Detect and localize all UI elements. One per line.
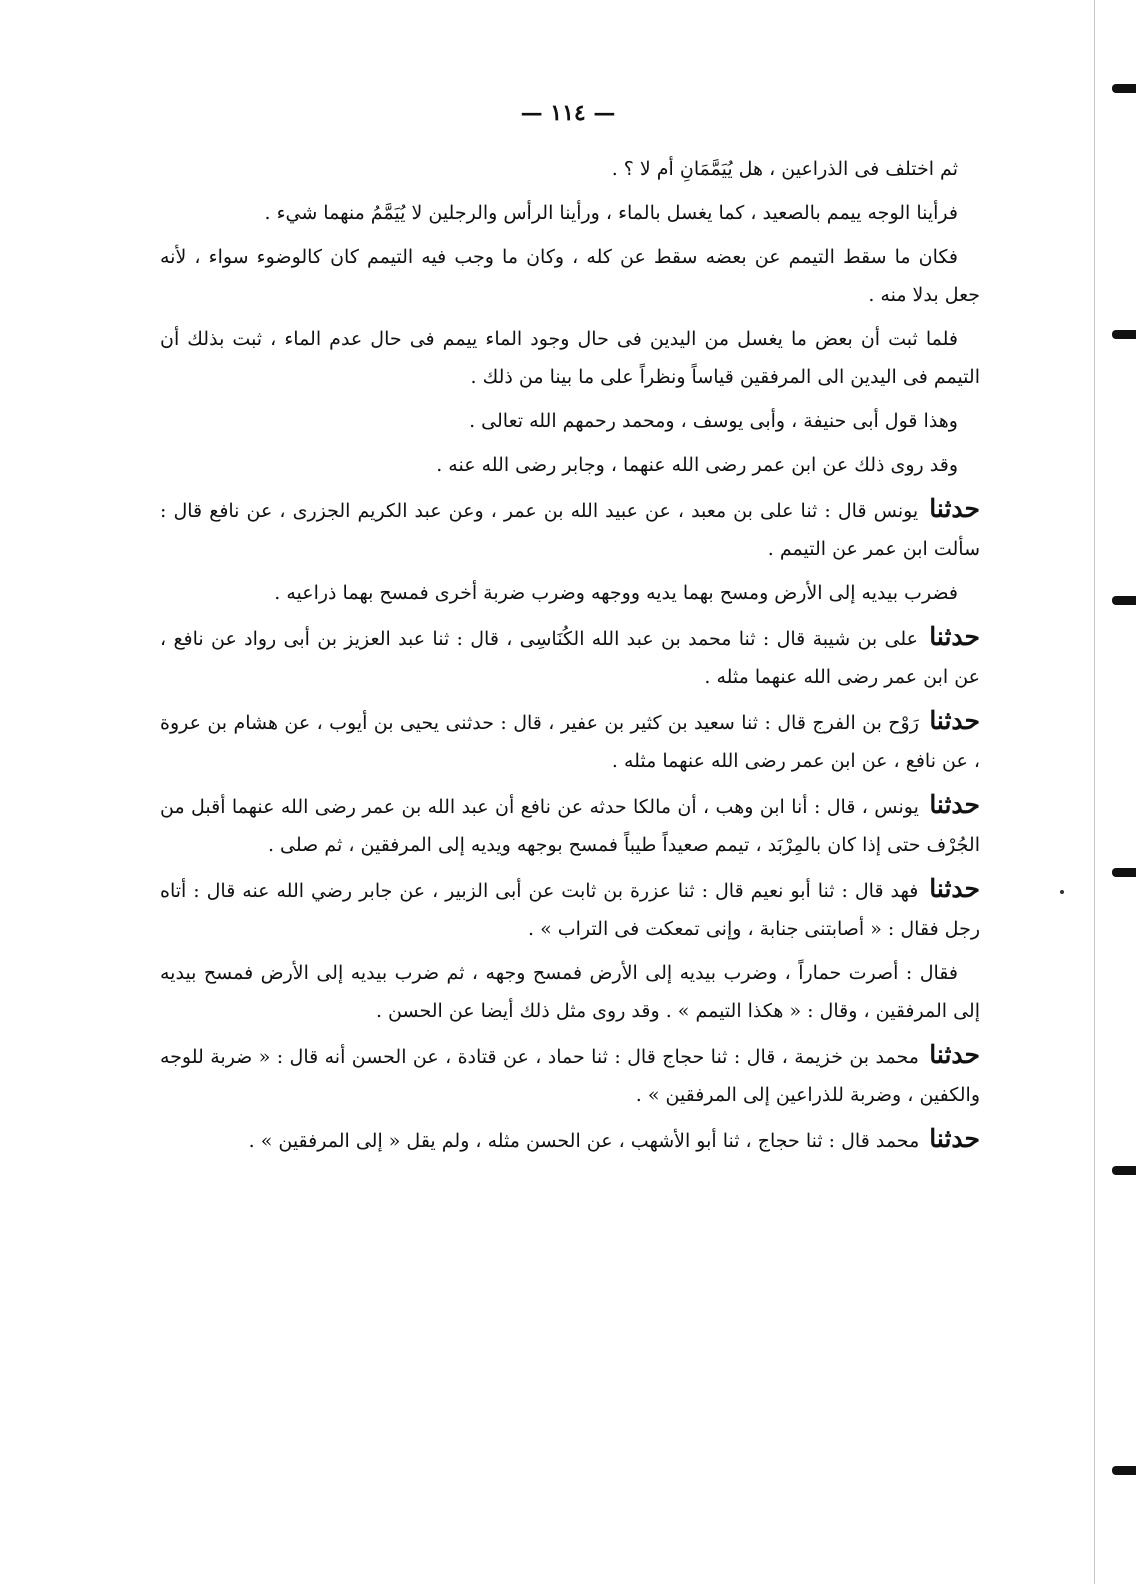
paragraph-text: رَوْح بن الفرج قال : ثنا سعيد بن كثير بن عفير ، قال : حدثنى يحيى بن أيوب ، عن هشام بن عروة ، عن نافع ، عن ابن عمر رضى الله عنهما مثله .: [160, 712, 980, 772]
paragraph-text: محمد بن خزيمة ، قال : ثنا حجاج قال : ثنا حماد ، عن قتادة ، عن الحسن أنه قال : « ضربة للوجه والكفين ، وضربة للذراعين إلى المرفقين » .: [160, 1046, 980, 1106]
binding-mark: [1112, 84, 1136, 93]
paragraph-text: وقد روى ذلك عن ابن عمر رضى الله عنهما ، وجابر رضى الله عنه .: [436, 454, 958, 476]
hadith-lead-word: حدثنا: [929, 706, 981, 735]
paragraph-text: يونس قال : ثنا على بن معبد ، عن عبيد الله بن عمر ، وعن عبد الكريم الجزرى ، عن نافع قال : سألت ابن عمر عن التيمم .: [160, 500, 980, 560]
binding-mark: [1112, 1466, 1136, 1475]
paragraph-text: وهذا قول أبى حنيفة ، وأبى يوسف ، ومحمد رحمهم الله تعالى .: [469, 410, 958, 432]
hadith-lead-word: حدثنا: [929, 494, 980, 523]
hadith-paragraph: [160, 490, 980, 568]
paragraph-text: ثم اختلف فى الذراعين ، هل يُيَمَّمَانِ أم لا ؟ .: [611, 158, 958, 180]
paragraph: [160, 954, 980, 1030]
binding-mark: [1112, 596, 1136, 605]
binding-mark: [1112, 868, 1136, 877]
paragraph: [160, 194, 980, 232]
paragraph-text: فرأينا الوجه ييمم بالصعيد ، كما يغسل بالماء ، ورأينا الرأس والرجلين لا يُيَمَّمُ منهما شيء .: [264, 202, 958, 224]
paragraph: [160, 320, 980, 396]
hadith-lead-word: حدثنا: [929, 874, 980, 903]
hadith-paragraph: [160, 1036, 980, 1114]
binding-fold-line: [1094, 0, 1095, 1584]
hadith-paragraph: [160, 618, 980, 696]
paragraph: [160, 150, 980, 188]
paragraph-text: فقال : أصرت حماراً ، وضرب بيديه إلى الأرض فمسح وجهه ، ثم ضرب بيديه إلى الأرض فمسح بيديه إلى المرفقين ، وقال : « هكذا التيمم » . وقد روى مثل ذلك أيضا عن الحسن .: [160, 962, 980, 1022]
hadith-lead-word: حدثنا: [929, 1124, 980, 1153]
margin-dot: [1060, 890, 1064, 894]
hadith-lead-word: حدثنا: [929, 622, 980, 651]
binding-mark: [1112, 330, 1136, 339]
paragraph: [160, 446, 980, 484]
body-text: [160, 150, 980, 1166]
paragraph: [160, 574, 980, 612]
paragraph-text: فهد قال : ثنا أبو نعيم قال : ثنا عزرة بن ثابت عن أبى الزبير ، عن جابر رضي الله عنه قال : أتاه رجل فقال : « أصابتنى جنابة ، وإنى تمعكت فى التراب » .: [160, 880, 980, 940]
page-number: — ١١٤ —: [520, 100, 616, 126]
hadith-paragraph: [160, 702, 980, 780]
paragraph-text: على بن شيبة قال : ثنا محمد بن عبد الله الكُنَاسِى ، قال : ثنا عبد العزيز بن أبى رواد عن نافع ، عن ابن عمر رضى الله عنهما مثله .: [160, 628, 980, 688]
paragraph-text: يونس ، قال : أنا ابن وهب ، أن مالكا حدثه عن نافع أن عبد الله بن عمر رضى الله عنهما أقبل من الجُرْف حتى إذا كان بالمِرْبَد ، تيمم صعيداً طيباً فمسح بوجهه ويديه إلى المرفقين ، ثم صلى .: [160, 796, 980, 856]
paragraph-text: فكان ما سقط التيمم عن بعضه سقط عن كله ، وكان ما وجب فيه التيمم كان كالوضوء سواء ، لأنه جعل بدلا منه .: [160, 246, 980, 306]
paragraph-text: محمد قال : ثنا حجاج ، ثنا أبو الأشهب ، عن الحسن مثله ، ولم يقل « إلى المرفقين » .: [248, 1130, 920, 1152]
hadith-lead-word: حدثنا: [929, 790, 981, 819]
binding-mark: [1112, 1166, 1136, 1175]
hadith-paragraph: [160, 870, 980, 948]
hadith-lead-word: حدثنا: [929, 1040, 980, 1069]
paragraph: [160, 238, 980, 314]
paragraph: [160, 402, 980, 440]
paragraph-text: فلما ثبت أن بعض ما يغسل من اليدين فى حال وجود الماء ييمم فى حال عدم الماء ، ثبت بذلك أن التيمم فى اليدين الى المرفقين قياساً ونظراً على ما بينا من ذلك .: [160, 328, 980, 388]
hadith-paragraph: [160, 1120, 980, 1160]
paragraph-text: فضرب بيديه إلى الأرض ومسح بهما يديه ووجهه وضرب ضربة أخرى فمسح بهما ذراعيه .: [274, 582, 958, 604]
hadith-paragraph: [160, 786, 980, 864]
